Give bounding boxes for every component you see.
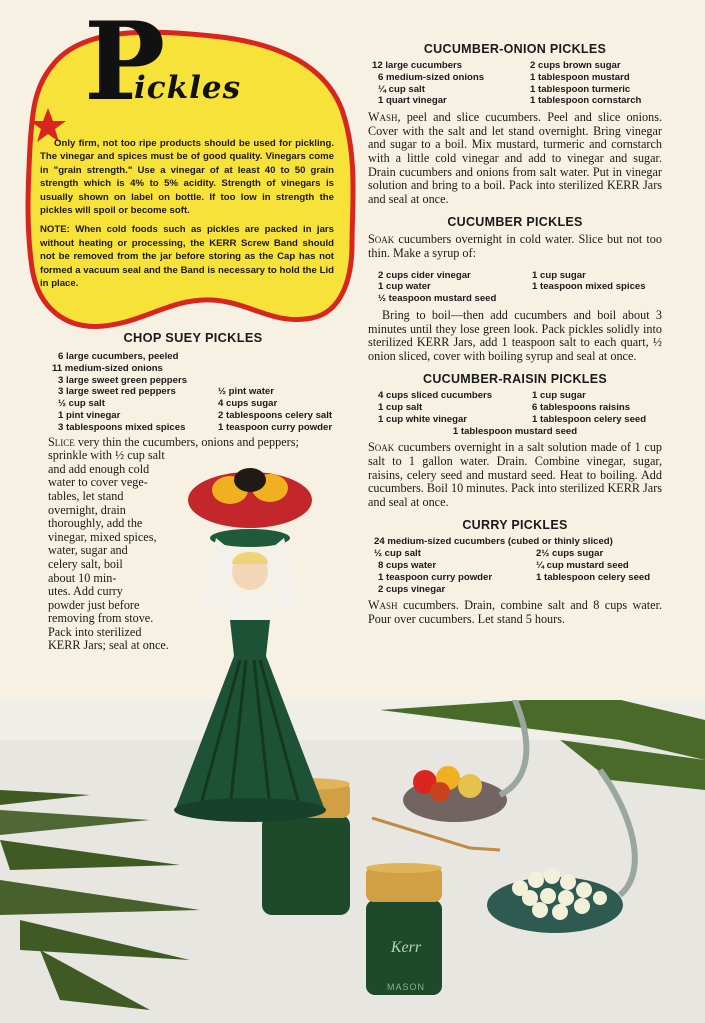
- method-line: thoroughly, add the: [48, 516, 143, 531]
- ingredients-cucumber-raisin: [368, 390, 662, 425]
- method-line: Pack into sterilized: [48, 624, 142, 639]
- ingredient: 1 cup salt: [378, 402, 423, 414]
- method-cucumber-raisin: [368, 441, 662, 509]
- ingredient: 6 medium-sized onions: [378, 71, 485, 83]
- method-text: peel and slice cucumbers. Peel and slice onions. Cover with the salt and let stand overnight. Bring vinegar and sugar to a boil. Mix mustard, turmeric and cornstarch with a little cold vinegar and add to vinegar and sugar. Drain cucumbers and onions from salt water. Put in vinegar solution and bring to a boil. Pack into sterilized KERR Jars and seal at once.: [368, 110, 662, 206]
- method-line: vinegar, mixed spices,: [48, 529, 157, 544]
- recipe-title-cucumber: CUCUMBER PICKLES: [447, 215, 583, 230]
- ingredient: 3 large sweet red peppers: [58, 386, 176, 398]
- ingredient: 6 large cucumbers, peeled: [58, 351, 179, 362]
- photo-table-scene: [0, 700, 705, 1023]
- ingredients-curry: [368, 548, 662, 595]
- right-column: [368, 42, 662, 636]
- ingredient: 1 tablespoon mustard seed: [452, 425, 578, 437]
- ingredients-chop-suey-single: [40, 351, 346, 386]
- method-line: and add enough cold: [48, 461, 150, 476]
- method-line: tables, let stand: [48, 488, 124, 503]
- ingredient: 1 tablespoon celery seed: [532, 413, 647, 425]
- ingredient: 11 medium-sized onions: [52, 362, 163, 374]
- method-lead: Wash,: [368, 110, 401, 125]
- ingredient: 1 teaspoon mixed spices: [532, 281, 646, 293]
- title-rest: ickles: [134, 70, 242, 106]
- method-lead: Soak: [368, 232, 395, 247]
- method-line: removing from stove.: [48, 611, 154, 626]
- method-line: water to cover vege-: [48, 475, 148, 490]
- ingredient: 1 quart vinegar: [378, 95, 447, 107]
- ingredient: 1 cup white vinegar: [378, 413, 468, 425]
- method-line: overnight, drain: [48, 502, 126, 517]
- note-text: When cold foods such as pickles are packed in jars without heating or processing, the KERR Screw Band should not be removed from the jar before storing as the Cap has not formed a vacuum seal and the Band is necessary to hold the Lid in place.: [40, 224, 334, 290]
- ingredient: 8 cups water: [378, 560, 437, 572]
- method-curry: [368, 599, 662, 626]
- ingredient: 1 cup sugar: [532, 390, 586, 402]
- ingredient: 1 tablespoon cornstarch: [530, 95, 642, 107]
- ingredient: 1 tablespoon mustard: [530, 71, 630, 83]
- ingredient: 1 tablespoon celery seed: [536, 571, 651, 583]
- ingredients-cucumber-onion: [368, 60, 662, 107]
- recipe-title-cucumber-raisin: CUCUMBER-RAISIN PICKLES: [423, 372, 607, 387]
- ingredient: 2 cups cider vinegar: [378, 269, 471, 281]
- ingredient: 2 cups brown sugar: [530, 60, 621, 71]
- ingredient: ½ cup salt: [374, 548, 421, 560]
- ingredient: ¼ cup mustard seed: [536, 560, 629, 572]
- method-chop-suey-line2: sprinkle with ½ cup salt: [48, 448, 165, 463]
- ingredient: 1 teaspoon curry powder: [218, 421, 333, 433]
- method-chop-suey-line1: [48, 436, 346, 450]
- method-lead: Slice: [48, 434, 75, 449]
- jar-small-icon: [366, 863, 442, 995]
- ingredient: 12 large cucumbers: [372, 60, 463, 71]
- ingredient: 1 cup sugar: [532, 269, 586, 281]
- ingredient: 1 pint vinegar: [58, 409, 121, 421]
- ingredient: 1 cup water: [378, 281, 431, 293]
- ingredient: 4 cups sliced cucumbers: [378, 390, 493, 402]
- ingredient: ¼ cup salt: [378, 83, 425, 95]
- recipe-title-cucumber-onion: CUCUMBER-ONION PICKLES: [423, 42, 607, 56]
- figurine-lady-icon: [170, 460, 330, 835]
- ingredients-cucumber: [368, 270, 662, 294]
- method-line: water, sugar and: [48, 543, 128, 558]
- intro-text: [40, 137, 334, 296]
- method-text: very thin the cucumbers, onions and peppers;: [77, 434, 299, 449]
- method-chop-suey-rest: [48, 463, 188, 653]
- note-label: NOTE:: [40, 224, 70, 236]
- ingredient: 2 cups vinegar: [378, 583, 446, 595]
- ingredient: ½ pint water: [218, 386, 274, 398]
- method-line: celery salt, boil: [48, 556, 123, 571]
- ingredient: ½ teaspoon mustard seed: [378, 293, 497, 305]
- ingredient: 3 tablespoons mixed spices: [58, 421, 186, 433]
- ingredient: 1 tablespoon turmeric: [530, 83, 631, 95]
- title-initial: P: [84, 0, 166, 125]
- method-line: KERR Jars; seal at once.: [48, 638, 169, 653]
- recipe-title-chop-suey: CHOP SUEY PICKLES: [123, 330, 263, 345]
- ingredient: 24 medium-sized cucumbers (cubed or thinly sliced): [374, 536, 613, 548]
- jar-brand-label: Kerr: [390, 939, 422, 956]
- method-lead: Wash: [368, 598, 398, 613]
- method-lead: Soak: [368, 440, 395, 455]
- method-line: powder just before: [48, 597, 140, 612]
- ingredient: 3 large sweet green peppers: [58, 374, 188, 386]
- recipe-title-curry: CURRY PICKLES: [462, 518, 568, 533]
- method-cucumber-onion: [368, 111, 662, 206]
- ingredient: 2½ cups sugar: [536, 548, 604, 560]
- ingredient: 2 tablespoons celery salt: [218, 409, 333, 421]
- intro-cucumber: [368, 233, 662, 260]
- ingredient: ½ cup salt: [58, 398, 105, 410]
- jar-type-label: MASON: [386, 982, 426, 992]
- ingredient: 4 cups sugar: [218, 398, 278, 410]
- method-text: cucumbers overnight in a salt solution made of 1 cup salt to 1 gallon water. Drain. Combine vinegar, sugar, raisins, celery seed and mustard seed. Heat to boiling. Add cucumbers. Boil 10 minutes. Pack into sterilized KERR Jars and seal at once.: [368, 440, 663, 509]
- ingredient: 1 teaspoon curry powder: [378, 571, 493, 583]
- method-text: cucumbers overnight in cold water. Slice but not too thin. Make a syrup of:: [368, 232, 662, 260]
- method-cucumber: Bring to boil—then add cucumbers and boil about 3 minutes until they lose green look. Pack pickles solidly into sterilized KERR Jars, add 1 teaspoon salt to each quart, ½ onion sliced, cover with boiling syrup and seal at once.: [368, 307, 662, 363]
- intro-note: [40, 223, 334, 290]
- method-line: about 10 min-: [48, 570, 117, 585]
- ingredients-chop-suey: [40, 386, 346, 433]
- intro-paragraph: Only firm, not too ripe products should be used for pickling. The vinegar and spices must be of good quality. Vinegars come in "grain strength." Use a vinegar of at least 40 to 50 grain strength which is 4% to 5% acidity. Strength of vinegars is usually shown on label on bottle. If too low in strength the pickles will spoil or become soft.: [40, 138, 334, 217]
- ingredient: 6 tablespoons raisins: [532, 402, 631, 414]
- method-line: utes. Add curry: [48, 584, 123, 599]
- method-text: cucumbers. Drain, combine salt and 8 cups water. Pour over cucumbers. Let stand 5 hours.: [368, 598, 662, 627]
